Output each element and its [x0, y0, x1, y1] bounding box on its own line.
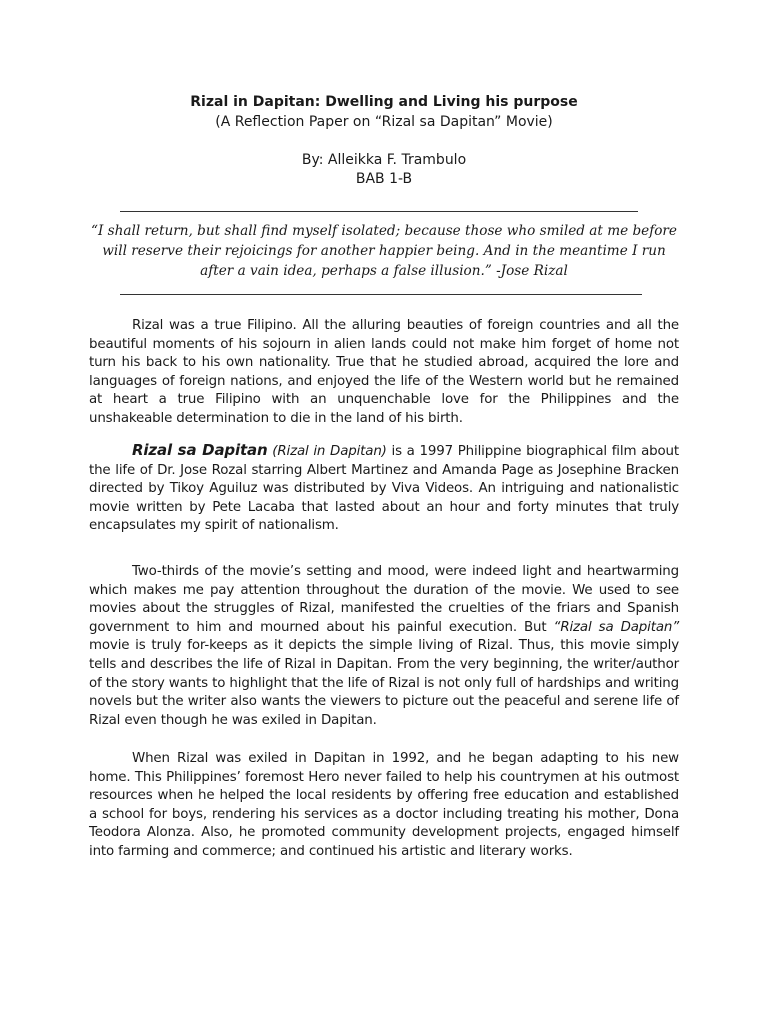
paragraph-4-text: When Rizal was exiled in Dapitan in 1992, and he began adapting to his new home. This Philippines’ foremost Hero never failed to help his countrymen at his outmost resources when he helped the local residents by offering free education and established a school for boys, rendering his services as a doctor including treating his mother, Dona Teodora Alonza. Also, he promoted community development projects, engaged himself into farming and commerce; and continued his artistic and literary works. [89, 751, 679, 859]
paragraph-3-text [89, 563, 679, 730]
paragraph-1 [89, 317, 679, 429]
paragraph-3-after: movie is truly for-keeps as it depicts the simple living of Rizal. Thus, this movie simply tells and describes the life of Rizal in Dapitan. From the very beginning, the writer/author of the story wants to highlight that the life of Rizal is not only full of hardships and writing novels but the writer also wants the viewers to picture out the peaceful and serene life of Rizal even though he was exiled in Dapitan. [89, 638, 679, 728]
author-byline: By: Alleikka F. Trambulo [301, 152, 467, 168]
paragraph-2 [89, 441, 679, 536]
paper-title: Rizal in Dapitan: Dwelling and Living his purpose [190, 94, 578, 110]
film-title: Rizal sa Dapitan [132, 441, 268, 459]
paragraph-2-rest: is a 1997 Philippine biographical film about the life of Dr. Jose Rozal starring Albert Martinez and Amanda Page as Josephine Bracken directed by Tikoy Aguiluz was distributed by Viva Videos. An intriguing and nationalistic movie written by Pete Lacaba that lasted about an hour and forty minutes that truly encapsulates my spirit of nationalism. [89, 444, 679, 534]
film-title-translation: (Rizal in Dapitan) [272, 444, 387, 459]
paragraph-3-before: Two-thirds of the movie’s setting and mood, were indeed light and heartwarming which makes me pay attention throughout the duration of the movie. We used to see movies about the struggles of Rizal, manifested the cruelties of the friars and Spanish government to him and mourned about his painful execution. But [89, 564, 679, 635]
paragraph-4 [89, 750, 679, 862]
paragraph-3 [89, 563, 679, 730]
class-section: BAB 1-B [355, 171, 413, 187]
movie-title-italic: “Rizal sa Dapitan” [553, 619, 679, 635]
paragraph-1-text: Rizal was a true Filipino. All the alluring beauties of foreign countries and all the beautiful moments of his sojourn in alien lands could not make him forget of home not turn his back to his own nationality. True that he studied abroad, acquired the lore and languages of foreign nations, and enjoyed the life of the Western world but he remained at heart a true Filipino with an unquenchable love for the Philippines and the unshakeable determination to die in the land of his birth. [89, 318, 679, 426]
bottom-divider [120, 294, 642, 295]
paper-subtitle: (A Reflection Paper on “Rizal sa Dapitan” Movie) [215, 114, 553, 130]
top-divider [120, 211, 638, 212]
epigraph-quote: “I shall return, but shall find myself isolated; because those who smiled at me before will reserve their rejoicings for another happier being. And in the meantime I run after a vain idea, perhaps a false illusion.” -Jose Rizal [91, 223, 677, 279]
paragraph-2-text [89, 441, 679, 536]
